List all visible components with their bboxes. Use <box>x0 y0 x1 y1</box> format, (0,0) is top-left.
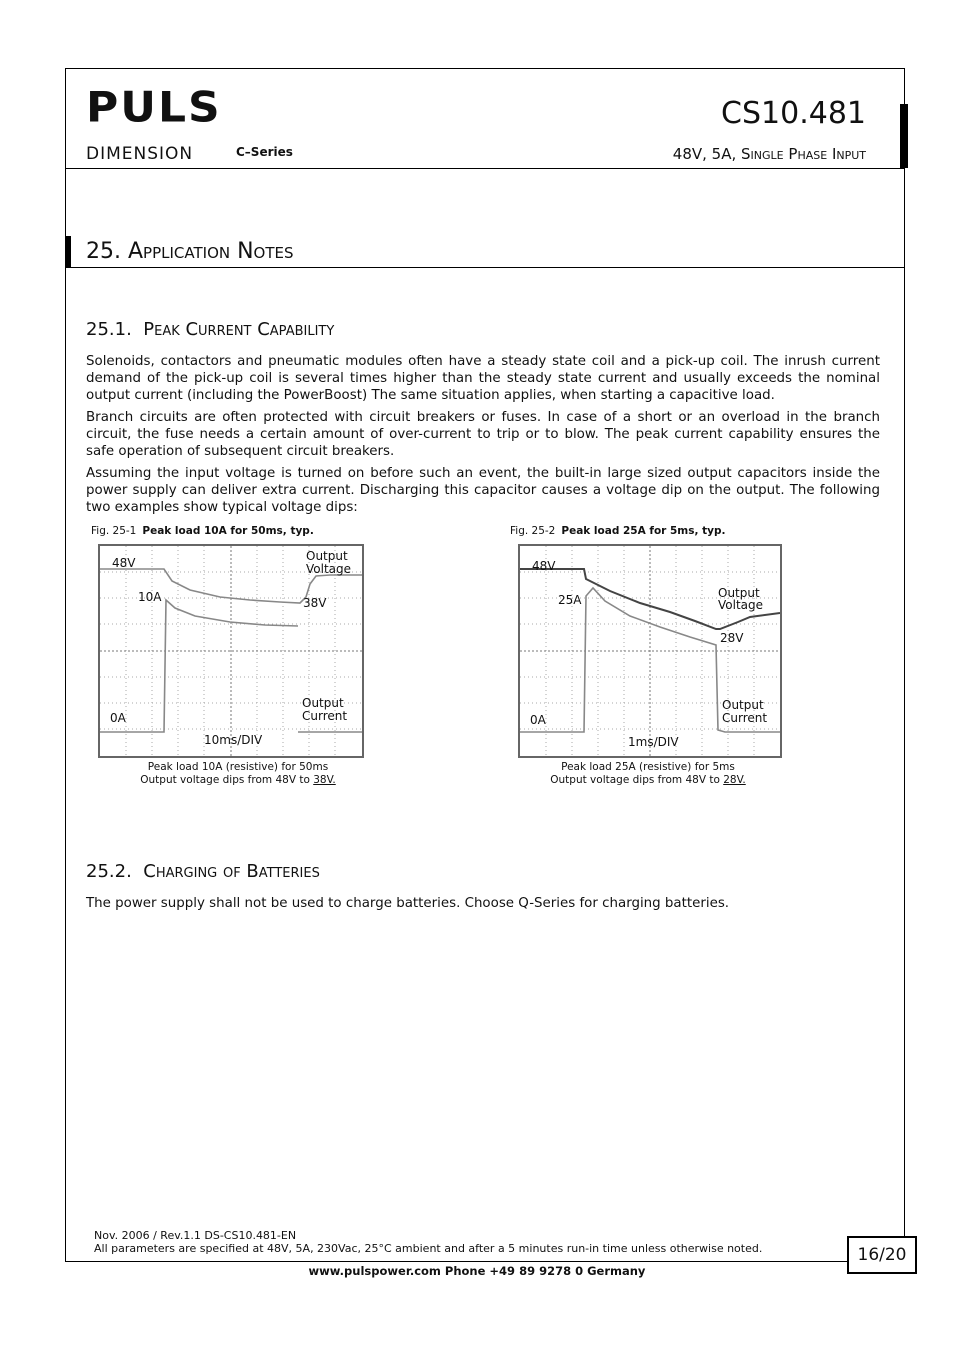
page-number: 16/20 <box>847 1236 917 1274</box>
figure-2-label-48v: 48V <box>532 559 556 573</box>
figure-1-label-0a: 0A <box>110 711 126 725</box>
figure-2-label-voltage: Voltage <box>718 598 764 612</box>
figure-1-label-peak: 10A <box>138 590 162 604</box>
figure-1-current-trace <box>100 600 298 732</box>
figure-2-caption-title: Fig. 25-2 Peak load 25A for 5ms, typ. <box>510 525 726 537</box>
figure-1-label-output-c: Output <box>302 696 344 710</box>
figure-2-label-dip: 28V <box>720 631 744 645</box>
footer-revision: Nov. 2006 / Rev.1.1 DS-CS10.481-EN <box>94 1229 297 1242</box>
figure-2-label-output-c: Output <box>722 698 764 712</box>
figure-2-label-output: Output <box>718 586 760 600</box>
figure-1-scope-plot <box>100 546 362 756</box>
figure-2-label-0a: 0A <box>530 713 546 727</box>
figure-2-label-timebase: 1ms/DIV <box>628 735 679 749</box>
header-divider <box>65 168 905 169</box>
figure-1-label-48v: 48V <box>112 556 136 570</box>
figure-1-caption: Peak load 10A (resistive) for 50ms Output voltage dips from 48V to 38V. <box>140 761 336 786</box>
paragraph-solenoids: Solenoids, contactors and pneumatic modules often have a steady state coil and a pick-up coil. The inrush current demand of the pick-up coil is several times higher than the steady state current and usually exceeds the nominal output current (including the PowerBoost) The same situation applies, when starting a capacitive load. <box>86 354 880 403</box>
figure-2-caption: Peak load 25A (resistive) for 5ms Output voltage dips from 48V to 28V. <box>550 761 746 786</box>
paragraph-capacitors: Assuming the input voltage is turned on before such an event, the built-in large sized output capacitors inside the power supply can deliver extra current. Discharging this capacitor causes a voltage dip on the output. The following two examples show typical voltage dips: <box>86 466 880 515</box>
section-divider <box>65 267 905 268</box>
dimension-logo: DIMENSION <box>86 144 194 164</box>
model-title: CS10.481 <box>721 96 866 131</box>
header-accent-bar <box>900 104 908 168</box>
figure-1-scope <box>98 544 364 758</box>
paragraph-branch: Branch circuits are often protected with circuit breakers or fuses. In case of a short or an overload in the branch circuit, the fuse needs a certain amount of over-current to trip or to blow. The peak current capability ensures the safe operation of subsequent circuit breakers. <box>86 410 880 459</box>
figure-1-label-timebase: 10ms/DIV <box>204 733 263 747</box>
figure-1-label-dip: 38V <box>303 596 327 610</box>
paragraph-batteries: The power supply shall not be used to charge batteries. Choose Q-Series for charging batteries. <box>86 896 730 911</box>
footer-note: All parameters are specified at 48V, 5A, 230Vac, 25°C ambient and after a 5 minutes run-in time unless otherwise noted. <box>94 1242 763 1255</box>
section-accent-bar <box>65 236 71 267</box>
footer-contact: www.pulspower.com Phone +49 89 9278 0 Germany <box>308 1264 646 1278</box>
subsection-heading-batteries: 25.2. Charging of Batteries <box>86 861 320 882</box>
section-heading: 25. Application Notes <box>86 239 294 264</box>
model-subtitle: 48V, 5A, Single Phase Input <box>672 145 866 163</box>
figure-2-label-current: Current <box>722 711 768 725</box>
subsection-heading-peak: 25.1. Peak Current Capability <box>86 319 335 340</box>
figure-1-axes <box>100 546 362 756</box>
figure-2-scope <box>518 544 782 758</box>
figure-1-label-current: Current <box>302 709 348 723</box>
series-label: C–Series <box>236 145 293 159</box>
figure-1-caption-title: Fig. 25-1 Peak load 10A for 50ms, typ. <box>91 525 314 537</box>
figure-1-label-output: Output <box>306 549 348 563</box>
figure-1-label-voltage: Voltage <box>306 562 352 576</box>
figure-2-label-peak: 25A <box>558 593 582 607</box>
puls-logo: PULS <box>86 83 222 132</box>
